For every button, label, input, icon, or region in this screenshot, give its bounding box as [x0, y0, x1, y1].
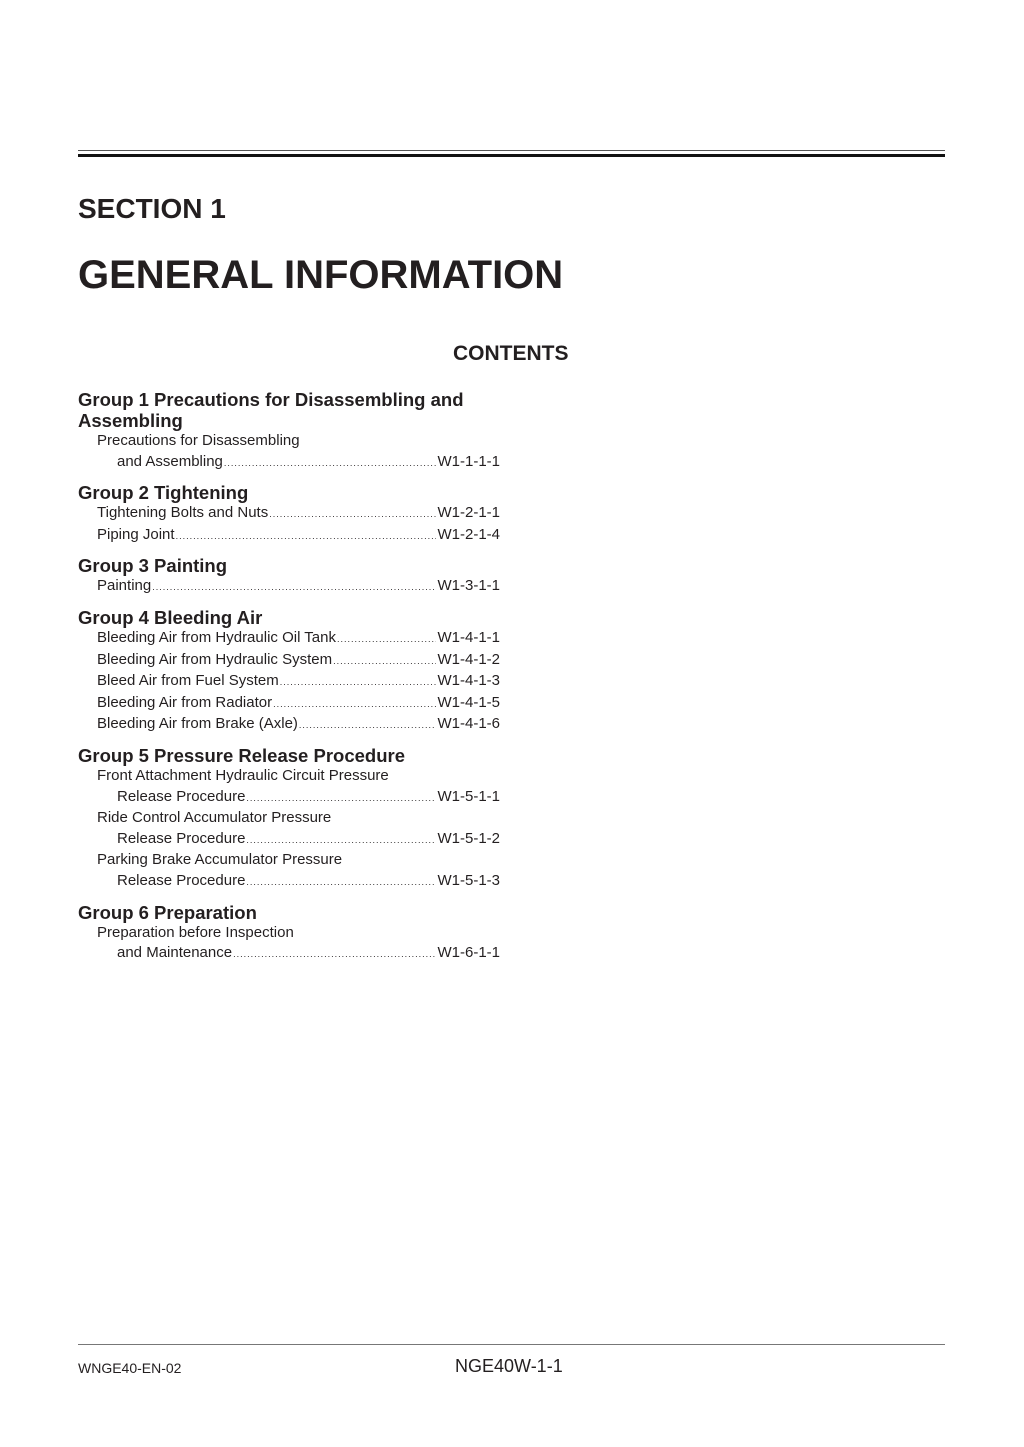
page-reference: W1-4-1-6	[437, 715, 500, 733]
entry-text-continued: Release Procedure	[117, 871, 246, 889]
toc-group-6	[78, 902, 500, 965]
entry-text: Piping Joint	[97, 525, 175, 543]
entry-text: Bleeding Air from Radiator	[97, 693, 273, 711]
toc-entry[interactable]	[78, 525, 500, 547]
dot-leader	[280, 672, 437, 693]
toc-entry[interactable]	[78, 923, 500, 965]
group-title: Group 1 Precautions for Disassembling and	[78, 389, 464, 410]
toc-entry[interactable]	[78, 766, 500, 808]
entry-text: Bleeding Air from Hydraulic Oil Tank	[97, 628, 336, 646]
entry-text-continued: Release Procedure	[117, 787, 246, 805]
page-reference: W1-3-1-1	[437, 577, 500, 595]
group-title-continued: Assembling	[78, 410, 183, 431]
toc-entry[interactable]	[78, 693, 500, 715]
contents-heading: CONTENTS	[453, 342, 569, 365]
group-title: Group 5 Pressure Release Procedure	[78, 744, 405, 766]
entry-text: Bleed Air from Fuel System	[97, 672, 279, 690]
page-reference: W1-5-1-1	[437, 787, 500, 805]
dot-leader	[246, 872, 436, 893]
entry-text: Parking Brake Accumulator Pressure	[97, 851, 343, 869]
toc-group-5	[78, 745, 500, 893]
dot-leader	[246, 830, 436, 851]
page-reference: W1-5-1-2	[437, 829, 500, 847]
page-reference: W1-2-1-4	[437, 525, 500, 543]
page-reference: W1-4-1-2	[437, 650, 500, 668]
page-reference: W1-1-1-1	[437, 452, 500, 470]
toc-group-3	[78, 555, 500, 598]
toc-entry[interactable]	[78, 628, 500, 650]
dot-leader	[246, 788, 436, 809]
toc-group-4	[78, 607, 500, 736]
table-of-contents	[78, 389, 500, 974]
page-reference: W1-5-1-3	[437, 871, 500, 889]
toc-entry[interactable]	[78, 714, 500, 736]
toc-entry[interactable]	[78, 431, 500, 473]
entry-text-continued: and Assembling	[117, 452, 223, 470]
dot-leader	[273, 694, 436, 715]
toc-entry[interactable]	[78, 850, 500, 892]
page-reference: W1-4-1-1	[437, 628, 500, 646]
toc-entry[interactable]	[78, 808, 500, 850]
page-reference: W1-2-1-1	[437, 504, 500, 522]
section-title: GENERAL INFORMATION	[78, 253, 564, 297]
header-double-rule	[78, 150, 945, 157]
entry-text: Bleeding Air from Brake (Axle)	[97, 715, 298, 733]
dot-leader	[224, 453, 437, 474]
footer-rule	[78, 1344, 945, 1345]
toc-entry[interactable]	[78, 576, 500, 598]
page-reference: W1-4-1-5	[437, 693, 500, 711]
document-code: WNGE40-EN-02	[78, 1360, 182, 1376]
entry-text: Front Attachment Hydraulic Circuit Pressure	[97, 766, 389, 784]
group-title: Group 3 Painting	[78, 555, 228, 577]
dot-leader	[176, 526, 437, 547]
toc-group-1	[78, 389, 500, 473]
group-title: Group 2 Tightening	[78, 482, 249, 504]
group-title: Group 6 Preparation	[78, 901, 257, 923]
page-number: NGE40W-1-1	[455, 1356, 563, 1376]
page-reference: W1-4-1-3	[437, 672, 500, 690]
entry-text-continued: and Maintenance	[117, 944, 233, 962]
entry-text: Bleeding Air from Hydraulic System	[97, 650, 333, 668]
entry-text: Tightening Bolts and Nuts	[97, 504, 269, 522]
entry-text: Precautions for Disassembling	[97, 432, 300, 449]
dot-leader	[152, 577, 436, 598]
dot-leader	[233, 944, 436, 965]
rule-thick	[78, 154, 945, 157]
dot-leader	[269, 504, 436, 525]
entry-text: Ride Control Accumulator Pressure	[97, 809, 332, 827]
section-label: SECTION 1	[78, 193, 226, 224]
group-title: Group 4 Bleeding Air	[78, 606, 263, 628]
toc-group-2	[78, 482, 500, 546]
toc-entry[interactable]	[78, 650, 500, 672]
dot-leader	[337, 629, 436, 650]
entry-text: Preparation before Inspection	[97, 923, 294, 941]
toc-entry[interactable]	[78, 671, 500, 693]
rule-thin	[78, 150, 945, 151]
dot-leader	[333, 651, 436, 672]
page-reference: W1-6-1-1	[437, 944, 500, 962]
dot-leader	[299, 715, 437, 736]
toc-entry[interactable]	[78, 503, 500, 525]
entry-text-continued: Release Procedure	[117, 829, 246, 847]
entry-text: Painting	[97, 577, 152, 595]
